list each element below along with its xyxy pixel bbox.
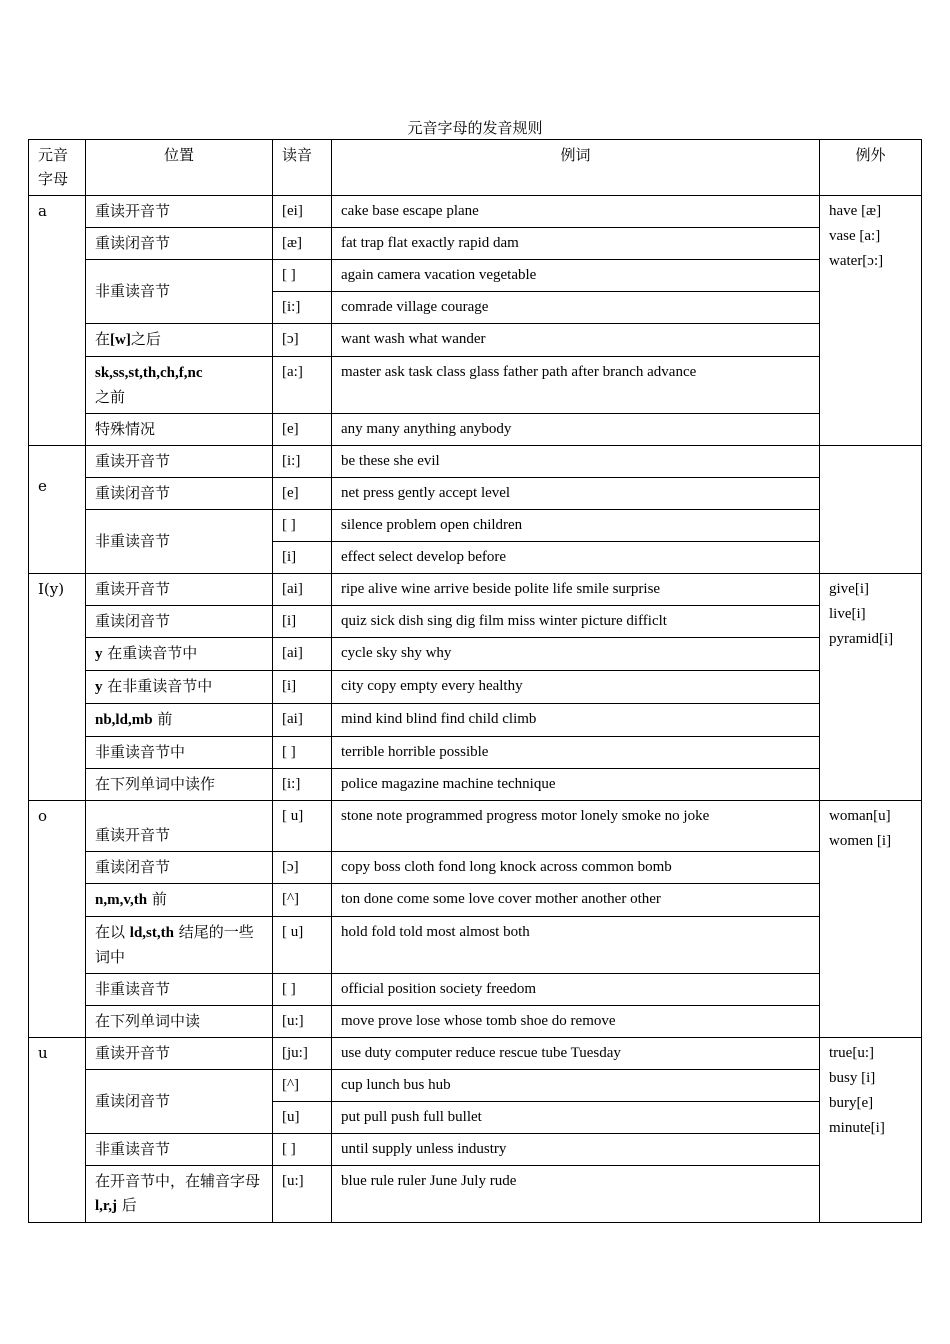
sound-cell: [ju:] [273,1038,332,1070]
position-keyword: [w] [110,332,131,348]
sound-cell: [i] [273,542,332,574]
examples-cell: cup lunch bus hub [332,1070,820,1102]
position-cell [86,704,273,737]
exception-item: have [æ] [829,203,882,219]
position-cell [86,1166,273,1223]
exceptions-cell-u [820,1038,922,1223]
sound-cell: [ɔ] [273,324,332,357]
sound-cell: [ u] [273,801,332,852]
table-row [29,884,922,917]
position-text: 后 [116,1196,137,1214]
exception-item: water[ɔ:] [829,253,884,269]
position-text: 之后 [130,330,161,348]
position-text: 在 [95,330,111,348]
position-cell: 非重读音节中 [86,737,273,769]
sound-cell: [e] [273,478,332,510]
vowel-letter-u: u [29,1038,86,1223]
sound-cell: [ɔ] [273,852,332,884]
sound-cell: [i] [273,671,332,704]
sound-cell: [ u] [273,917,332,974]
sound-cell: [ai] [273,638,332,671]
examples-cell: want wash what wander [332,324,820,357]
sound-cell: [u] [273,1102,332,1134]
position-text: 在开音节中，在辅音字母 [95,1172,261,1190]
position-cell [86,324,273,357]
examples-cell: stone note programmed progress motor lonely smoke no joke [332,801,820,852]
sound-cell: [ ] [273,510,332,542]
examples-cell: ton done come some love cover mother another other [332,884,820,917]
position-cell [86,638,273,671]
sound-cell: [æ] [273,228,332,260]
exception-item: minute[i] [829,1120,885,1136]
exception-item: pyramid[i] [829,631,894,647]
position-text: 前 [147,890,167,908]
table-row [29,1166,922,1223]
position-text: 在非重读音节中 [102,677,213,695]
table-row [29,324,922,357]
sound-cell: [i:] [273,292,332,324]
examples-cell: police magazine machine technique [332,769,820,801]
position-cell [86,917,273,974]
position-cell [86,884,273,917]
examples-cell: move prove lose whose tomb shoe do remove [332,1006,820,1038]
page-title: 元音字母的发音规则 [407,119,543,137]
sound-cell: [^] [273,1070,332,1102]
header-position: 位置 [86,140,273,196]
exception-item: live[i] [829,606,866,622]
table-row [29,574,922,606]
table-row [29,478,922,510]
table-row [29,1038,922,1070]
examples-cell: use duty computer reduce rescue tube Tuesday [332,1038,820,1070]
table-row [29,606,922,638]
position-cell: 特殊情况 [86,414,273,446]
examples-cell: master ask task class glass father path after branch advance [332,357,820,414]
position-cell: 重读闭音节 [86,606,273,638]
examples-cell: hold fold told most almost both [332,917,820,974]
position-text: 在重读音节中 [102,644,198,662]
table-row [29,852,922,884]
sound-cell: [ ] [273,974,332,1006]
position-cell: 重读闭音节 [86,228,273,260]
table-row [29,446,922,478]
position-cell [86,671,273,704]
sound-cell: [i:] [273,446,332,478]
position-keyword: ld,st,th [129,925,174,941]
vowel-rules-table [28,139,922,1223]
exception-item: bury[e] [829,1095,874,1111]
position-cell: 非重读音节 [86,510,273,574]
table-row [29,1070,922,1102]
examples-cell: be these she evil [332,446,820,478]
examples-cell: cake base escape plane [332,196,820,228]
position-keyword: l,r,j [95,1198,117,1214]
position-cell: 在下列单词中读 [86,1006,273,1038]
position-cell: 重读开音节 [86,196,273,228]
table-row [29,917,922,974]
sound-cell: [ei] [273,196,332,228]
exception-item: woman[u] [829,808,891,824]
position-cell: 重读闭音节 [86,478,273,510]
examples-cell: net press gently accept level [332,478,820,510]
examples-cell: quiz sick dish sing dig film miss winter picture difficlt [332,606,820,638]
position-cell: 重读开音节 [86,446,273,478]
sound-cell: [ ] [273,737,332,769]
table-row [29,974,922,1006]
sound-cell: [a:] [273,357,332,414]
exception-item: true[u:] [829,1045,874,1061]
exceptions-cell-i [820,574,922,801]
examples-cell: ripe alive wine arrive beside polite life smile surprise [332,574,820,606]
sound-cell: [u:] [273,1166,332,1223]
examples-cell: city copy empty every healthy [332,671,820,704]
position-cell: 重读闭音节 [86,852,273,884]
sound-cell: [^] [273,884,332,917]
exception-item: give[i] [829,581,869,597]
vowel-letter-i: I(y) [29,574,86,801]
examples-cell: silence problem open children [332,510,820,542]
header-examples: 例词 [332,140,820,196]
position-cell: 在下列单词中读作 [86,769,273,801]
position-cell: 非重读音节 [86,974,273,1006]
table-row [29,357,922,414]
exceptions-cell-e [820,446,922,574]
examples-cell: mind kind blind find child climb [332,704,820,737]
position-keyword: y [95,646,103,662]
sound-cell: [u:] [273,1006,332,1038]
table-row [29,228,922,260]
table-row [29,1006,922,1038]
sound-cell: [ai] [273,574,332,606]
examples-cell: again camera vacation vegetable [332,260,820,292]
table-row [29,260,922,292]
position-keyword: y [95,679,103,695]
position-text: 结尾的一些词中 [95,923,254,966]
examples-cell: copy boss cloth fond long knock across common bomb [332,852,820,884]
exception-item: busy [i] [829,1070,876,1086]
table-row [29,1134,922,1166]
table-row [29,414,922,446]
table-row [29,801,922,852]
position-cell: 重读开音节 [86,1038,273,1070]
position-text: 之前 [95,388,126,406]
position-keyword: n,m,v,th [95,892,148,908]
position-keyword: sk,ss,st,th,ch,f,nc [95,365,203,381]
exception-item: vase [a:] [829,228,881,244]
vowel-letter-a: a [29,196,86,446]
vowel-letter-e [29,446,86,574]
examples-cell: official position society freedom [332,974,820,1006]
sound-cell: [ai] [273,704,332,737]
sound-cell: [i] [273,606,332,638]
table-row [29,196,922,228]
header-sound: 读音 [273,140,332,196]
position-cell: 非重读音节 [86,1134,273,1166]
position-text: 前 [152,710,173,728]
examples-cell: terrible horrible possible [332,737,820,769]
examples-cell: put pull push full bullet [332,1102,820,1134]
position-cell: 重读开音节 [86,574,273,606]
table-row [29,671,922,704]
header-exceptions: 例外 [820,140,922,196]
exceptions-cell-a [820,196,922,446]
vowel-letter-o: o [29,801,86,1038]
table-header-row [29,140,922,196]
position-keyword: nb,ld,mb [95,712,153,728]
sound-cell: [ ] [273,260,332,292]
examples-cell: any many anything anybody [332,414,820,446]
position-cell: 重读开音节 [86,801,273,852]
table-row [29,638,922,671]
exceptions-cell-o [820,801,922,1038]
examples-cell: fat trap flat exactly rapid dam [332,228,820,260]
examples-cell: blue rule ruler June July rude [332,1166,820,1223]
examples-cell: until supply unless industry [332,1134,820,1166]
position-text: 在以 [95,923,130,941]
sound-cell: [ ] [273,1134,332,1166]
examples-cell: effect select develop before [332,542,820,574]
sound-cell: [e] [273,414,332,446]
table-row [29,704,922,737]
table-row [29,737,922,769]
examples-cell: cycle sky shy why [332,638,820,671]
header-letter: 元音字母 [29,140,86,196]
table-row [29,769,922,801]
examples-cell: comrade village courage [332,292,820,324]
vowel-letter-text: e [38,477,47,495]
table-row [29,510,922,542]
position-cell: 重读闭音节 [86,1070,273,1134]
position-cell [86,357,273,414]
position-cell: 非重读音节 [86,260,273,324]
sound-cell: [i:] [273,769,332,801]
exception-item: women [i] [829,833,892,849]
